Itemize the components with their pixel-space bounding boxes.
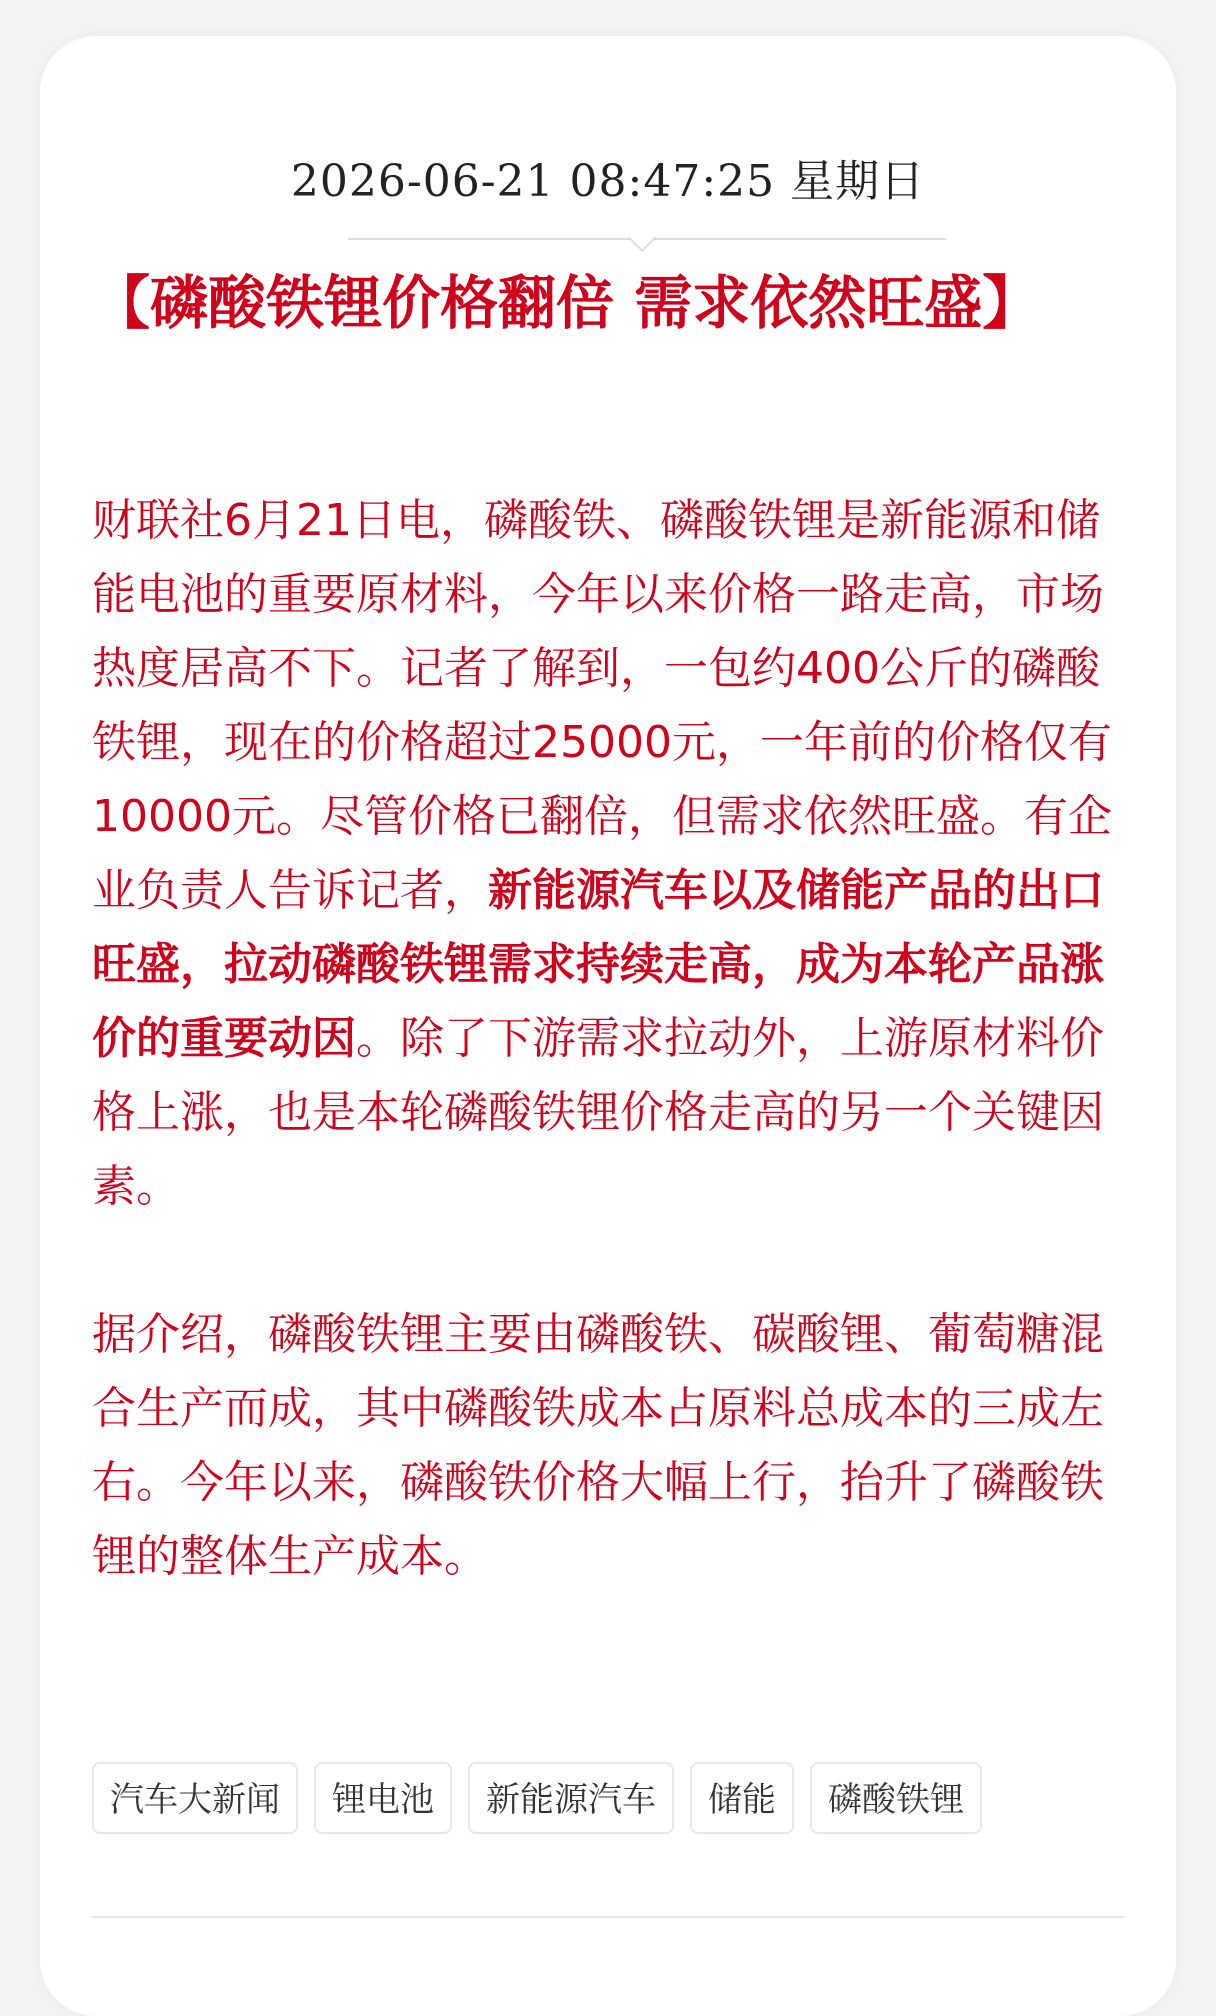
date-header (40, 154, 1176, 210)
tag-new-energy-vehicle[interactable]: 新能源汽车 (468, 1762, 674, 1834)
tag-lithium-battery[interactable]: 锂电池 (314, 1762, 452, 1834)
tag-list (92, 1762, 982, 1834)
paragraph-1-outro: 。除了下游需求拉动外，上游原材料价格上涨，也是本轮磷酸铁锂价格走高的另一个关键因素。 (92, 1013, 1104, 1212)
article-paragraph-1 (92, 484, 1122, 1224)
paragraph-1-intro: 财联社6月21日电，磷酸铁、磷酸铁锂是新能源和储能电池的重要原材料，今年以来价格一路走高，市场热度居高不下。记者了解到，一包约400公斤的磷酸铁锂，现在的价格超过25000元，一年前的价格仅有10000元。尽管价格已翻倍，但需求依然旺盛。有企业负责人告诉记者， (92, 495, 1112, 916)
article-body (92, 484, 1122, 1594)
paragraph-1-highlight: 新能源汽车以及储能产品的出口旺盛，拉动磷酸铁锂需求持续走高，成为本轮产品涨价的重要动因 (92, 865, 1104, 1064)
article-paragraph-2: 据介绍，磷酸铁锂主要由磷酸铁、碳酸锂、葡萄糖混合生产而成，其中磷酸铁成本占原料总成本的三成左右。今年以来，磷酸铁价格大幅上行，抬升了磷酸铁锂的整体生产成本。 (92, 1309, 1104, 1582)
bottom-divider (92, 1916, 1124, 1918)
tag-auto-news[interactable]: 汽车大新闻 (92, 1762, 298, 1834)
date-divider-notch (628, 224, 656, 252)
tag-energy-storage[interactable]: 储能 (690, 1762, 794, 1834)
article-title: 【磷酸铁锂价格翻倍 需求依然旺盛】 (92, 269, 1041, 337)
publish-datetime: 2026-06-21 08:47:25 星期日 (290, 156, 926, 207)
tag-lithium-iron-phosphate[interactable]: 磷酸铁锂 (810, 1762, 982, 1834)
